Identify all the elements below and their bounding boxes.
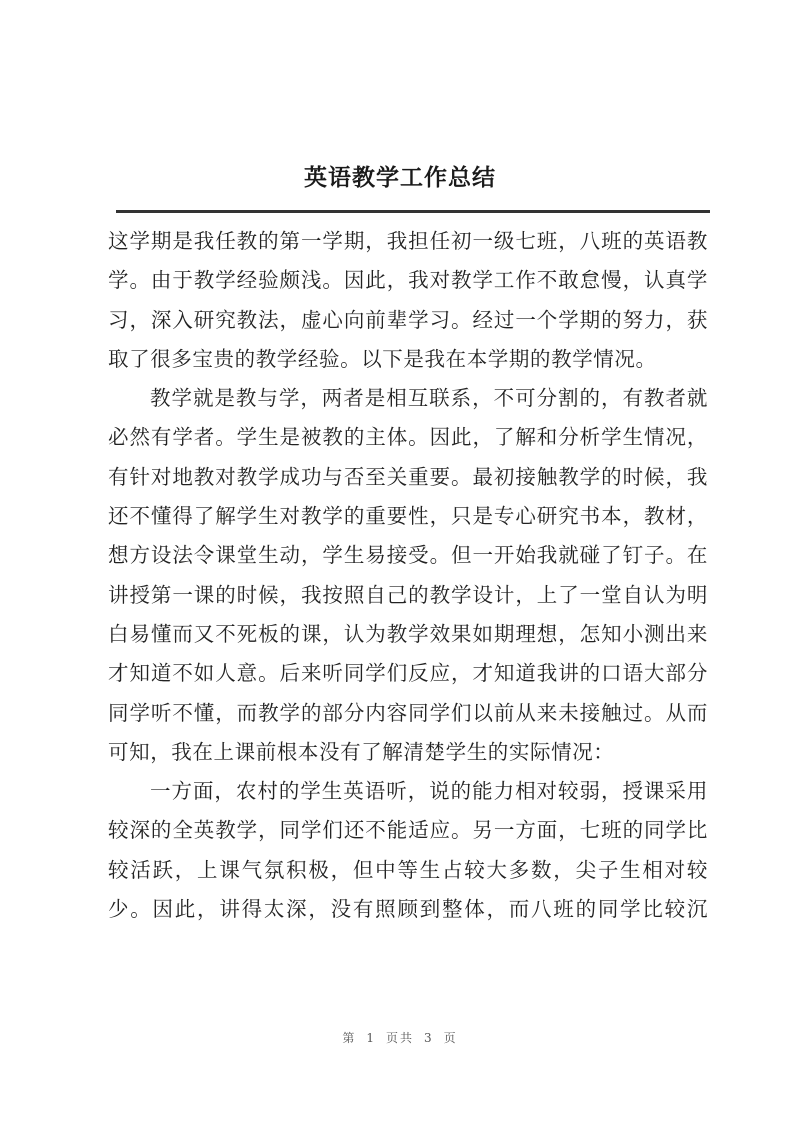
text-line: 同学听不懂，而教学的部分内容同学们以前从来未接触过。从而 — [108, 700, 708, 725]
text-line: 有针对地教对教学成功与否至关重要。最初接触教学的时候，我 — [108, 464, 708, 489]
footer-total-pages: 3 — [424, 1031, 434, 1045]
title-divider — [116, 210, 710, 213]
text-line: 讲授第一课的时候，我按照自己的教学设计，上了一堂自认为明 — [108, 582, 708, 607]
footer-middle: 页共 — [385, 1031, 414, 1045]
text-line: 习，深入研究教法，虚心向前辈学习。经过一个学期的努力，获 — [108, 307, 708, 332]
text-line: 还不懂得了解学生对教学的重要性，只是专心研究书本，教材， — [108, 504, 708, 529]
footer-prefix: 第 — [342, 1031, 357, 1045]
footer-page-number: 1 — [366, 1031, 376, 1045]
document-title: 英语教学工作总结 — [304, 164, 496, 191]
paragraph-first-line: 教学就是教与学，两者是相互联系，不可分割的，有教者就 — [150, 386, 708, 411]
text-line: 学。由于教学经验颇浅。因此，我对教学工作不敢怠慢，认真学 — [108, 268, 708, 293]
text-line: 较深的全英教学，同学们还不能适应。另一方面，七班的同学比 — [108, 818, 708, 843]
text-line: 想方设法令课堂生动，学生易接受。但一开始我就碰了钉子。在 — [108, 543, 708, 568]
text-line: 可知，我在上课前根本没有了解清楚学生的实际情况： — [108, 739, 615, 764]
document-body — [108, 222, 708, 929]
text-line: 较活跃，上课气氛积极，但中等生占较大多数，尖子生相对较 — [108, 857, 708, 882]
text-line: 这学期是我任教的第一学期，我担任初一级七班，八班的英语教 — [108, 229, 708, 253]
text-line: 白易懂而又不死板的课，认为教学效果如期理想，怎知小测出来 — [108, 621, 708, 646]
text-line: 取了很多宝贵的教学经验。以下是我在本学期的教学情况。 — [108, 346, 657, 371]
text-line: 少。因此，讲得太深，没有照顾到整体，而八班的同学比较沉 — [108, 897, 708, 922]
text-line: 才知道不如人意。后来听同学们反应，才知道我讲的口语大部分 — [108, 661, 708, 686]
page-footer — [0, 1029, 800, 1046]
paragraph-first-line: 一方面，农村的学生英语听，说的能力相对较弱，授课采用 — [150, 779, 708, 804]
text-line: 必然有学者。学生是被教的主体。因此，了解和分析学生情况， — [108, 425, 708, 450]
footer-suffix: 页 — [443, 1031, 458, 1045]
